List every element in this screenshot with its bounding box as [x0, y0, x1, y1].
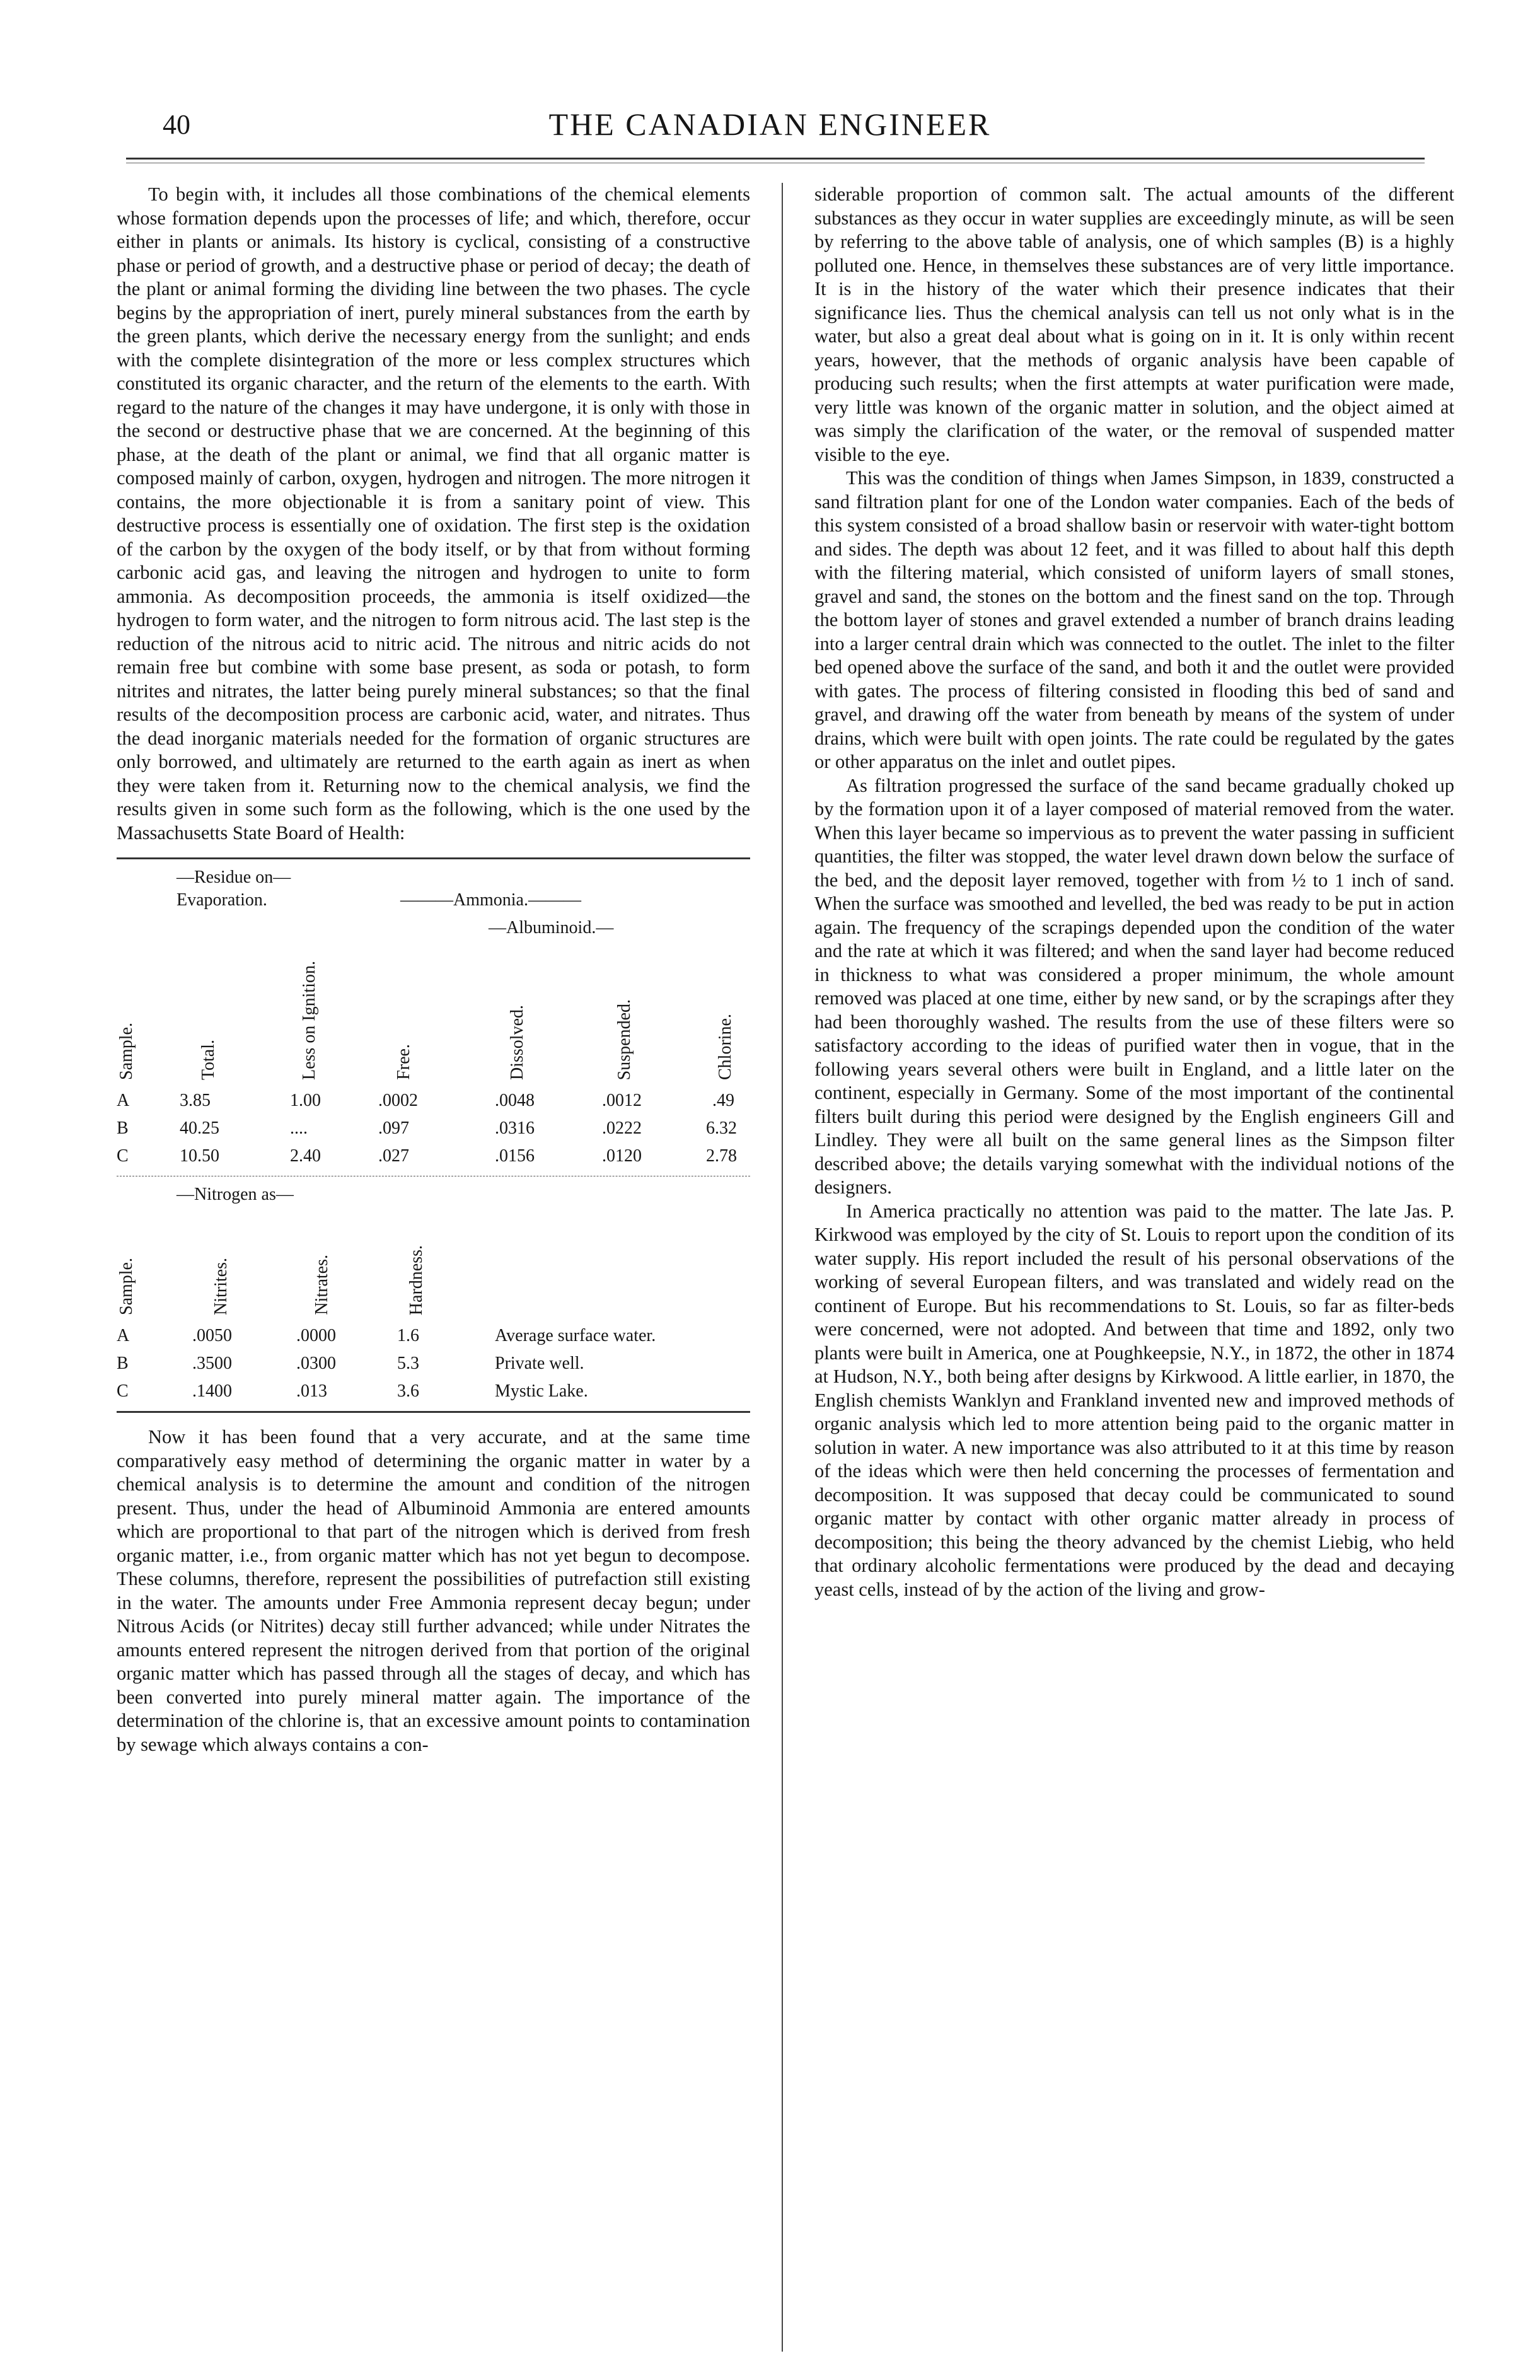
table-cell: .... [290, 1118, 308, 1138]
paragraph: In America practically no attention was paid to the matter. The late Jas. P. Kirkwood was employed by the city of St. Louis to report upon the condition of its water supply. His report included the result of his personal observations of the working of several European filters, and was translated and widely read on the continent of Europe. But his recommendations to St. Louis, so far as filter-beds were concerned, were not adopted. And between that time and 1892, only two plants were built in America, one at Poughkeepsie, N.Y., in 1872, the other in 1874 at Hudson, N.Y., both being after designs by Kirkwood. A little earlier, in 1870, the English chemists Wanklyn and Frankland invented new and improved methods of organic analysis which led to more attention being paid to the organic matter in solution in water. A new importance was also attributed to it at this time by reason of the ideas which were then held concerning the processes of fermentation and decomposition. It was supposed that decay could be communicated to sound organic matter by contact with other organic matter already in process of decomposition; this being the theory advanced by the chemist Liebig, who held that ordinary alcoholic fermentations were produced by the dead and decaying yeast cells, instead of by the action of the living and grow- [814, 1200, 1454, 1600]
page-number: 40 [163, 109, 190, 140]
header-rule [126, 158, 1425, 160]
paragraph: Now it has been found that a very accurate, and at the same time comparatively easy method of determining the organic matter in water by a chemical analysis is to determine the amount and condition of the nitrogen present. Thus, under the head of Albuminoid Ammonia are entered amounts which are proportional to that part of the nitrogen which is derived from fresh organic matter, i.e., from organic matter which has not yet begun to decompose. These columns, therefore, represent the possibilities of putrefaction still existing in the water. The amounts under Free Ammonia represent decay begun; under Nitrous Acids (or Nitrites) decay still further advanced; while under Nitrates the amounts entered represent the nitrogen derived from that portion of the original organic matter which has passed through all the stages of decay, and which has been converted into purely mineral matter again. The importance of the determination of the chlorine is, that an excessive amount points to contamination by sewage which always contains a con- [117, 1426, 750, 1755]
table-cell: .0048 [495, 1091, 535, 1110]
table-cell: 2.40 [290, 1146, 321, 1166]
table-cell: A [117, 1326, 130, 1345]
group-nitrogen-label: —Nitrogen as— [177, 1185, 294, 1204]
table-subgroup-heading [117, 1183, 750, 1214]
table-top-rule [117, 857, 750, 859]
table-cell: C [117, 1381, 129, 1401]
column-header: Nitrites. [211, 1258, 231, 1315]
table-cell: 40.25 [180, 1118, 219, 1138]
column-header: Suspended. [615, 999, 634, 1080]
table-cell: .3500 [192, 1354, 232, 1373]
table-cell: .0156 [495, 1146, 535, 1166]
table-row [117, 1114, 750, 1142]
journal-title: THE CANADIAN ENGINEER [548, 107, 992, 142]
table-cell: 1.00 [290, 1091, 321, 1110]
table-cell: 5.3 [397, 1354, 419, 1373]
table-cell: .1400 [192, 1381, 232, 1401]
column-header: Dissolved. [507, 1005, 527, 1080]
column-header: Total. [199, 1039, 218, 1080]
left-column [117, 183, 750, 1756]
table-cell: .0120 [602, 1146, 642, 1166]
group-evaporation-label: Evaporation. [177, 890, 267, 910]
table-cell: .0012 [602, 1091, 642, 1110]
table-cell: .0050 [192, 1326, 232, 1345]
table-cell: 3.6 [397, 1381, 419, 1401]
paragraph: siderable proportion of common salt. The actual amounts of the different substances as they occur in water supplies are exceedingly minute, as will be seen by referring to the above table of analysis, one of which samples (B) is a highly polluted one. Hence, in themselves these substances are of very little importance. It is in the history of the water which their presence indicates that their significance lies. Thus the chemical analysis can tell us not only what is in the water, but also a great deal about what is going on in it. It is only within recent years, however, that the methods of organic analysis have been capable of producing such results; when the first attempts at water purification were made, very little was known of the organic matter in solution, and the object aimed at was simply the clarification of the water, or the removal of suspended matter visible to the eye. [814, 183, 1454, 465]
table-cell: .0300 [296, 1354, 336, 1373]
column-header: Chlorine. [715, 1014, 735, 1080]
table-row [117, 1321, 750, 1349]
column-header: Less on Ignition. [299, 961, 319, 1080]
table-header-row [117, 948, 750, 1086]
table-cell: Mystic Lake. [495, 1381, 588, 1401]
table-row [117, 1349, 750, 1377]
column-header: Nitrates. [312, 1255, 332, 1315]
group-residue-label: —Residue on— [177, 868, 291, 887]
right-column [814, 183, 1454, 1601]
table-cell: 1.6 [397, 1326, 419, 1345]
table-cell: Private well. [495, 1354, 584, 1373]
table-group-headings [117, 866, 750, 916]
table-cell: Average surface water. [495, 1326, 656, 1345]
column-header: Sample. [117, 1258, 136, 1315]
table-cell: B [117, 1118, 129, 1138]
table-cell: B [117, 1354, 129, 1373]
column-header: Hardness. [407, 1245, 426, 1315]
water-analysis-table [117, 857, 750, 1413]
group-albuminoid-label: —Albuminoid.— [489, 918, 614, 937]
table-header-row [117, 1214, 750, 1321]
table-row [117, 1142, 750, 1170]
table-cell: 10.50 [180, 1146, 219, 1166]
table-cell: .0000 [296, 1326, 336, 1345]
table-cell: .49 [712, 1091, 734, 1110]
group-ammonia-label: ———Ammonia.——— [400, 890, 581, 910]
column-header: Free. [394, 1044, 414, 1080]
paragraph: To begin with, it includes all those combinations of the chemical elements whose formation depends upon the processes of life; and which, therefore, occur either in plants or animals. Its history is cyclical, consisting of a constructive phase or period of growth, and a destructive phase or period of decay; the death of the plant or animal forming the dividing line between the two phases. The cycle begins by the appropriation of inert, purely mineral substances from the earth by the green plants, which derive the necessary energy from the sunlight; and ends with the complete disintegration of the more or less complex structures which constituted its organic character, and the return of the elements to the earth. With regard to the nature of the changes it may have undergone, it is only with those in the second or destructive phase that we are concerned. At the beginning of this phase, at the death of the plant or animal, we find that all organic matter is composed mainly of carbon, oxygen, hydrogen and nitrogen. The more nitrogen it contains, the more objectionable it is from a sanitary point of view. This destructive process is essentially one of oxidation. The first step is the oxidation of the carbon by the oxygen of the body itself, or by that from without forming carbonic acid gas, and leaving the nitrogen and hydrogen to unite to form ammonia. As decomposition proceeds, the ammonia is itself oxidized—the hydrogen to form water, and the nitrogen to form nitrous acid. The last step is the reduction of the nitrous acid to nitric acid. The nitrous and nitric acids do not remain free but combine with some base present, as soda or potash, to form nitrites and nitrates, the latter being purely mineral substances; so that the final results of the decomposition process are carbonic acid, water, and nitrates. Thus the dead inorganic materials needed for the formation of organic structures are only borrowed, and ultimately are returned to the earth again as inert as when they were taken from it. Returning now to the chemical analysis, we find the results given in some such form as the following, which is the one used by the Massachusetts State Board of Health: [117, 183, 750, 844]
column-divider [782, 183, 783, 2352]
paragraph: As filtration progressed the surface of the sand became gradually choked up by the formation upon it of a layer composed of material removed from the water. When this layer became so impervious as to prevent the water passing in sufficient quantities, the filter was stopped, the water level drawn down below the surface of the bed, and the deposit layer removed, together with from ½ to 1 inch of sand. When the surface was smoothed and levelled, the bed was ready to be put in action again. The frequency of the scrapings depended upon the condition of the water and the rate at which it was filtered; and when the sand layer had become reduced in thickness to what was considered a proper minimum, the whole amount removed was placed at one time, either by new sand, or by the scrapings after they had been thoroughly washed. The results from the use of these filters were so satisfactory according to the ideas of purified water then in vogue, that in the following years several others were built in England, and a little later on the continent, especially in Germany. Some of the most important of the continental filters built during this period were designed by the English engineers Gill and Lindley. They were all built on the same general lines as the Simpson filter described above; the details varying somewhat with the individual notions of the designers. [814, 774, 1454, 1198]
table-cell: .0002 [378, 1091, 418, 1110]
table-cell: 2.78 [706, 1146, 737, 1166]
column-header: Sample. [117, 1023, 136, 1080]
table-cell: .013 [296, 1381, 327, 1401]
table-cell: .097 [378, 1118, 409, 1138]
table-cell: .0316 [495, 1118, 535, 1138]
table-cell: 6.32 [706, 1118, 737, 1138]
table-bottom-rule [117, 1411, 750, 1413]
table-cell: A [117, 1091, 130, 1110]
table-cell: .027 [378, 1146, 409, 1166]
table-cell: .0222 [602, 1118, 642, 1138]
table-cell: 3.85 [180, 1091, 211, 1110]
table-subgroup-heading [117, 916, 750, 948]
table-cell: C [117, 1146, 129, 1166]
paragraph: This was the condition of things when James Simpson, in 1839, constructed a sand filtration plant for one of the London water companies. Each of the beds of this system consisted of a broad shallow basin or reservoir with water-tight bottom and sides. The depth was about 12 feet, and it was filled to about half this depth with the filtering material, which consisted of uniform layers of small stones, gravel and sand, the stones on the bottom and the finest sand on the top. Through the bottom layer of stones and gravel extended a number of branch drains leading into a larger central drain which was connected to the outlet. The inlet to the filter bed opened above the surface of the sand, and both it and the outlet were provided with gates. The process of filtering consisted in flooding this bed of sand and gravel, and drawing off the water from beneath by means of the system of under drains, which were built with open joints. The rate could be regulated by the gates or other apparatus on the inlet and outlet pipes. [814, 467, 1454, 772]
table-row [117, 1377, 750, 1405]
table-row [117, 1086, 750, 1114]
